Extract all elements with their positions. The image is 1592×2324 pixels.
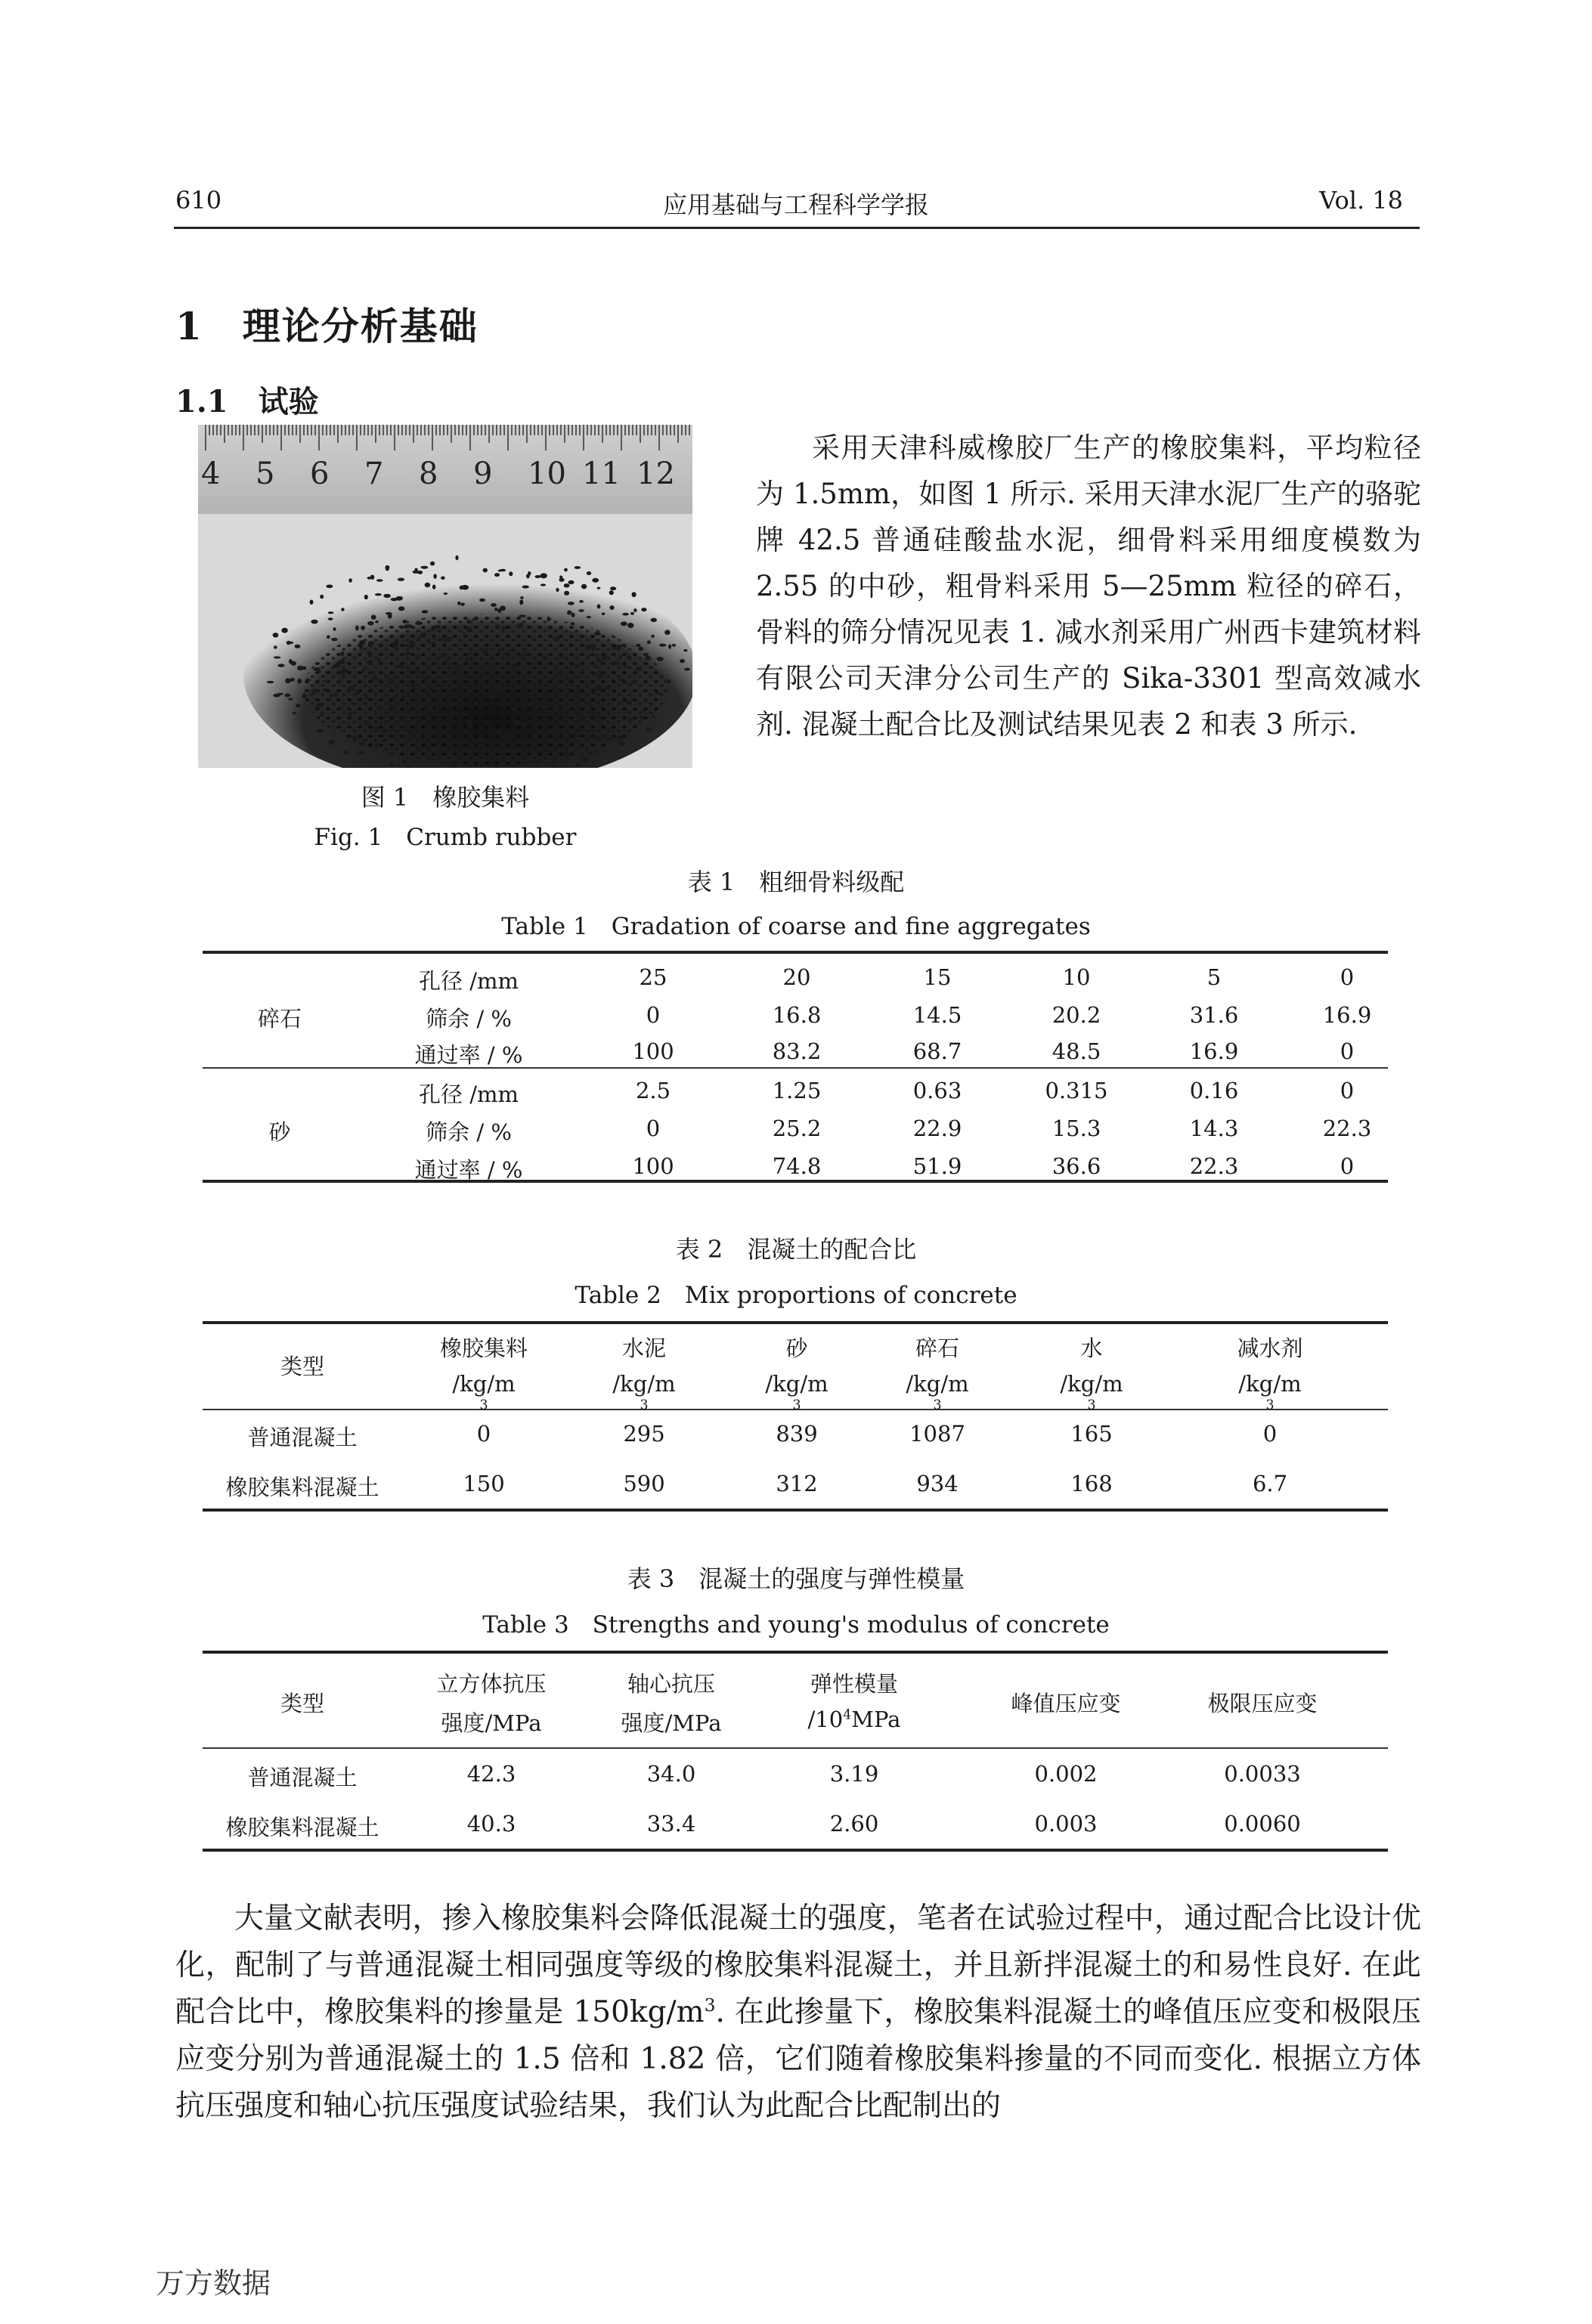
table1-cell: 22.3	[1189, 1153, 1239, 1179]
table1-caption-en: Table 1 Gradation of coarse and fine aggregates	[501, 913, 1091, 940]
figure-caption-cn: 图 1 橡胶集料	[361, 783, 530, 812]
table1-cell: 16.9	[1322, 1002, 1372, 1028]
table2-column-unit-wrap	[408, 1371, 559, 1422]
table2-column-unit: /kg/m	[452, 1371, 516, 1397]
table1-cell: 14.3	[1189, 1116, 1239, 1141]
table2-column-name: 减水剂	[1237, 1335, 1303, 1361]
table2-column-name: 水泥	[621, 1335, 666, 1361]
table1-row-label: 筛余 / %	[426, 1119, 512, 1145]
table2-column-unit: /kg/m	[765, 1371, 829, 1397]
table2-bottom-rule	[203, 1509, 1388, 1512]
table1-cell: 20.2	[1052, 1002, 1101, 1028]
table3-cell: 40.3	[466, 1811, 516, 1837]
table1-cell: 15	[923, 964, 952, 990]
table3-row-type: 橡胶集料混凝土	[225, 1815, 379, 1840]
table1-mid-rule	[203, 1067, 1388, 1069]
table2-column-unit: /kg/m	[1238, 1371, 1302, 1397]
table2-column-name: 水	[1080, 1335, 1103, 1361]
table1-cell: 5	[1206, 964, 1222, 990]
table2-cell: 312	[776, 1471, 818, 1496]
body-unit-superscript: 3	[704, 1994, 716, 2016]
figure-caption-en: Fig. 1 Crumb rubber	[314, 824, 577, 851]
volume-label: Vol. 18	[1319, 186, 1403, 215]
table3-cell: 0.0033	[1224, 1761, 1301, 1787]
table1-cell: 14.5	[912, 1002, 962, 1028]
table1-cell: 31.6	[1189, 1002, 1239, 1028]
table2-cell: 1087	[909, 1421, 965, 1447]
table3-cell: 33.4	[646, 1811, 696, 1837]
table1-cell: 0	[1340, 1153, 1355, 1179]
table3-unit-prefix: /10	[807, 1707, 844, 1732]
table3-unit-suffix: MPa	[851, 1707, 901, 1732]
body-text-part1: 大量文献表明，掺入橡胶集料会降低混凝土的强度，笔者在试验过程中，通过配合比设计优化，配制了与普通混凝土相同强度等级的橡胶集料混凝土，并且新拌混凝土的和易性良好. 在此配合比中，橡胶集料的掺量是 150kg/m	[175, 1902, 1421, 2029]
table2-column-unit-wrap	[862, 1371, 1013, 1422]
table2-unit-superscript: 3	[1087, 1397, 1096, 1413]
ruler-number: 11	[582, 456, 621, 491]
table1-cell: 0.63	[912, 1078, 962, 1103]
table2-cell: 6.7	[1252, 1471, 1288, 1496]
table2-column-unit-wrap	[1016, 1371, 1167, 1422]
table2-unit-superscript: 3	[1265, 1397, 1275, 1413]
table2-column-unit-wrap	[568, 1371, 720, 1422]
ruler-number: 12	[636, 456, 675, 491]
table3-unit-superscript: 4	[843, 1707, 852, 1723]
table1-cell: 0	[1340, 1038, 1355, 1064]
table1-cell: 0.16	[1189, 1078, 1239, 1103]
table1-row-label: 孔径 /mm	[419, 968, 519, 994]
table2-cell: 590	[623, 1471, 665, 1496]
table2-row-type: 橡胶集料混凝土	[225, 1475, 379, 1500]
table2-column-name: 橡胶集料	[439, 1335, 528, 1361]
table3-top-rule	[203, 1651, 1388, 1654]
ruler-number: 8	[419, 456, 438, 491]
page-number: 610	[175, 186, 222, 215]
table2-column-name: 砂	[785, 1335, 808, 1361]
table2-cell: 934	[916, 1471, 959, 1496]
table3-caption-cn: 表 3 混凝土的强度与弹性模量	[627, 1564, 965, 1593]
table3-column-line1: 弹性模量	[810, 1671, 898, 1697]
table1-cell: 0	[646, 1002, 661, 1028]
table3-column-line1: 立方体抗压	[436, 1671, 547, 1697]
table1-cell: 36.6	[1052, 1153, 1101, 1179]
crumb-rubber-illustration	[198, 425, 692, 768]
crumb-rubber-photo	[198, 425, 692, 768]
table2-column-name: 碎石	[915, 1335, 959, 1361]
table3-caption-en: Table 3 Strengths and young's modulus of concrete	[482, 1611, 1110, 1639]
table3-cell: 2.60	[829, 1811, 879, 1837]
table1-cell: 100	[632, 1153, 674, 1179]
table2-cell: 0	[1262, 1421, 1278, 1447]
table1-cell: 22.3	[1322, 1116, 1372, 1141]
table3-cell: 3.19	[829, 1761, 879, 1787]
table2-row-type: 普通混凝土	[247, 1425, 358, 1450]
table1-cell: 2.5	[635, 1078, 671, 1103]
table1-row-label: 筛余 / %	[426, 1006, 512, 1032]
table3-cell: 0.003	[1034, 1811, 1098, 1837]
table2-cell: 165	[1070, 1421, 1113, 1447]
table2-column-unit-wrap	[1194, 1371, 1346, 1422]
table1-cell: 83.2	[772, 1038, 822, 1064]
table2-unit-superscript: 3	[479, 1397, 488, 1413]
table2-cell: 0	[476, 1421, 491, 1447]
table1-row-label: 通过率 / %	[414, 1042, 523, 1068]
table2-column-unit: /kg/m	[612, 1371, 676, 1397]
table1-cell: 0	[1340, 964, 1355, 990]
table1-cell: 25.2	[772, 1116, 822, 1141]
table1-cell: 100	[632, 1038, 674, 1064]
ruler-number: 5	[256, 456, 275, 491]
table1-cell: 51.9	[912, 1153, 962, 1179]
table3-bottom-rule	[203, 1849, 1388, 1852]
table1-group-label: 砂	[268, 1119, 291, 1145]
side-paragraph: 采用天津科威橡胶厂生产的橡胶集料，平均粒径为 1.5mm，如图 1 所示. 采用天津水泥厂生产的骆驼牌 42.5 普通硅酸盐水泥，细骨料采用细度模数为 2.55 的中砂，粗骨料采用 5—25mm 粒径的碎石，骨料的筛分情况见表 1. 减水剂采用广州西卡建筑材料有限公司天津分公司生产的 Sika-3301 型高效减水剂. 混凝土配合比及测试结果见表 2 和表 3 所示.	[756, 432, 1421, 741]
table3-cell: 0.0060	[1224, 1811, 1301, 1837]
table1-cell: 74.8	[772, 1153, 822, 1179]
body-text-part2: . 在此掺量下，橡胶集料混凝土的峰值压应变和极限压应变分别为普通混凝土的 1.5 倍和 1.82 倍，它们随着橡胶集料掺量的不同而变化. 根据立方体抗压强度和轴心抗压强度试验结果，我们认为此配合比配制出的	[175, 1995, 1421, 2123]
table1-cell: 16.8	[772, 1002, 822, 1028]
table3-type-header: 类型	[280, 1691, 324, 1716]
table1-cell: 0	[1340, 1078, 1355, 1103]
table2-unit-superscript: 3	[933, 1397, 942, 1413]
table3-column-name: 极限压应变	[1207, 1691, 1318, 1716]
table1-cell: 10	[1062, 964, 1091, 990]
table3-column-line2: 强度/MPa	[621, 1710, 722, 1736]
table1-cell: 0	[646, 1116, 661, 1141]
subsection-heading: 1.1 试验	[175, 384, 319, 419]
table3-column-name: 峰值压应变	[1011, 1691, 1121, 1716]
table1-cell: 16.9	[1189, 1038, 1239, 1064]
table1-cell: 0.315	[1045, 1078, 1108, 1103]
table1-cell: 25	[639, 964, 667, 990]
table3-mid-rule	[203, 1747, 1388, 1749]
table1-cell: 20	[782, 964, 811, 990]
table2-caption-en: Table 2 Mix proportions of concrete	[575, 1282, 1017, 1309]
section-heading: 1 理论分析基础	[175, 304, 479, 348]
table3-column-line2: 强度/MPa	[441, 1710, 542, 1736]
table1-caption-cn: 表 1 粗细骨料级配	[687, 868, 905, 896]
table3-cell: 42.3	[466, 1761, 516, 1787]
table1-bottom-rule	[203, 1180, 1388, 1183]
table2-cell: 295	[623, 1421, 665, 1447]
table1-top-rule	[203, 951, 1388, 954]
table2-unit-superscript: 3	[792, 1397, 801, 1413]
table2-cell: 839	[776, 1421, 818, 1447]
table2-column-unit-wrap	[721, 1371, 872, 1422]
table3-cell: 0.002	[1034, 1761, 1098, 1787]
header-rule	[174, 227, 1420, 229]
table2-top-rule	[203, 1321, 1388, 1324]
ruler-number: 7	[364, 456, 384, 491]
table1-row-label: 孔径 /mm	[419, 1082, 519, 1107]
ruler-number: 9	[473, 456, 493, 491]
ruler-number: 10	[528, 456, 566, 491]
table3-row-type: 普通混凝土	[247, 1765, 358, 1790]
footer-watermark: 万方数据	[156, 2267, 271, 2300]
table1-cell: 22.9	[912, 1116, 962, 1141]
table2-column-unit: /kg/m	[1060, 1371, 1123, 1397]
journal-title: 应用基础与工程科学学报	[662, 190, 929, 219]
table2-cell: 150	[463, 1471, 505, 1496]
ruler-number: 6	[310, 456, 330, 491]
table1-cell: 48.5	[1052, 1038, 1101, 1064]
table2-type-header: 类型	[280, 1354, 324, 1379]
table2-column-unit: /kg/m	[906, 1371, 969, 1397]
table1-cell: 15.3	[1052, 1116, 1101, 1141]
table2-cell: 168	[1070, 1471, 1113, 1496]
table1-group-label: 碎石	[257, 1006, 302, 1032]
table2-unit-superscript: 3	[640, 1397, 649, 1413]
body-paragraph	[175, 1895, 1421, 2130]
table1-row-label: 通过率 / %	[414, 1157, 523, 1183]
table3-column-line1: 轴心抗压	[627, 1671, 715, 1697]
table3-cell: 34.0	[646, 1761, 696, 1787]
table2-caption-cn: 表 2 混凝土的配合比	[675, 1235, 917, 1264]
table1-cell: 1.25	[772, 1078, 822, 1103]
table3-column-line2	[771, 1707, 937, 1732]
table1-cell: 68.7	[912, 1038, 962, 1064]
ruler-number: 4	[201, 456, 221, 491]
